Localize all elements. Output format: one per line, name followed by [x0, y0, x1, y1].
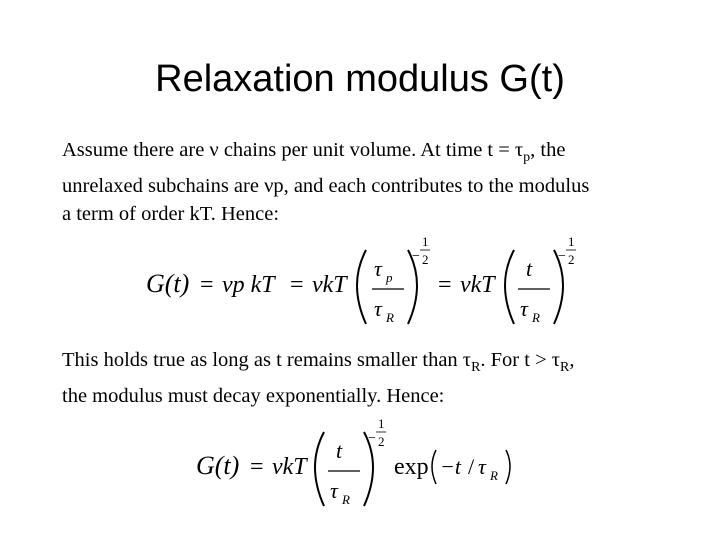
eq2-exp-sign: − — [368, 431, 376, 446]
eq1-frac2-den-sub: R — [532, 310, 540, 325]
eq2-frac-num: t — [336, 438, 343, 463]
tau-r-subscript-1: R — [471, 360, 481, 376]
eq1-term1: νp kT — [222, 272, 275, 298]
eq1-frac1-num: τ — [374, 256, 382, 281]
eq2-exp-right-paren — [506, 450, 510, 484]
eq2-exp-den: 2 — [378, 434, 385, 449]
condition-line-1-a: This holds true as long as t remains smaller than τ — [62, 349, 472, 371]
eq1-exp2-sign: − — [558, 249, 566, 264]
slide-title: Relaxation modulus G(t) — [155, 58, 565, 100]
eq1-left-paren-2 — [505, 250, 514, 324]
eq1-exp2-den: 2 — [568, 252, 575, 267]
eq2-exp-tau-sub: R — [490, 468, 498, 483]
eq2-exp-left-paren — [432, 450, 436, 484]
eq2-lhs: G(t) — [196, 451, 240, 480]
eq2-exp-fn: exp — [394, 454, 429, 480]
eq1-lhs: G(t) — [146, 269, 190, 298]
intro-line-2: unrelaxed subchains are νp, and each contributes to the modulus — [62, 175, 590, 198]
condition-line-1-c: , — [569, 349, 575, 371]
eq1-equals-3: = — [438, 272, 452, 298]
eq1-frac2-den: τ — [520, 296, 528, 321]
eq1-term2: νkT — [312, 272, 347, 298]
intro-line-1-text: Assume there are ν chains per unit volume. At time t = τ — [62, 139, 524, 161]
eq1-exp1-sign: − — [412, 249, 420, 264]
eq2-exp-num: 1 — [378, 416, 385, 431]
tau-p-subscript: p — [523, 150, 531, 166]
intro-paragraph — [62, 136, 702, 228]
eq2-exp-tau: τ — [478, 454, 486, 479]
eq1-exp1-den: 2 — [422, 252, 429, 267]
intro-line-1-end: , the — [530, 139, 566, 161]
eq2-frac-den-sub: R — [342, 492, 350, 507]
eq2-left-paren — [315, 432, 324, 506]
tau-r-subscript-2: R — [560, 360, 570, 376]
eq2-equals: = — [250, 454, 264, 480]
condition-line-1-b: . For t > τ — [480, 349, 561, 371]
eq2-term: νkT — [272, 454, 307, 480]
condition-line-1 — [62, 346, 702, 382]
eq1-frac1-den: τ — [374, 296, 382, 321]
eq2-exp-arg: −t — [440, 454, 461, 479]
eq2-exp-slash: / — [468, 454, 475, 479]
eq2-frac-den: τ — [330, 478, 338, 503]
intro-line-1 — [62, 136, 702, 172]
eq1-equals-1: = — [200, 272, 214, 298]
eq1-term3: νkT — [460, 272, 495, 298]
intro-line-3: a term of order kT. Hence: — [62, 203, 280, 226]
eq1-equals-2: = — [290, 272, 304, 298]
eq1-left-paren-1 — [357, 250, 366, 324]
eq1-exp1-num: 1 — [422, 234, 429, 249]
eq1-frac1-num-sub: p — [386, 270, 393, 285]
condition-line-2: the modulus must decay exponentially. Hence: — [62, 385, 445, 408]
eq1-frac1-den-sub: R — [386, 310, 394, 325]
eq1-frac2-num: t — [526, 256, 533, 281]
condition-paragraph — [62, 346, 702, 410]
equation-2 — [196, 414, 526, 514]
equation-1 — [146, 232, 586, 332]
eq1-exp2-num: 1 — [568, 234, 575, 249]
